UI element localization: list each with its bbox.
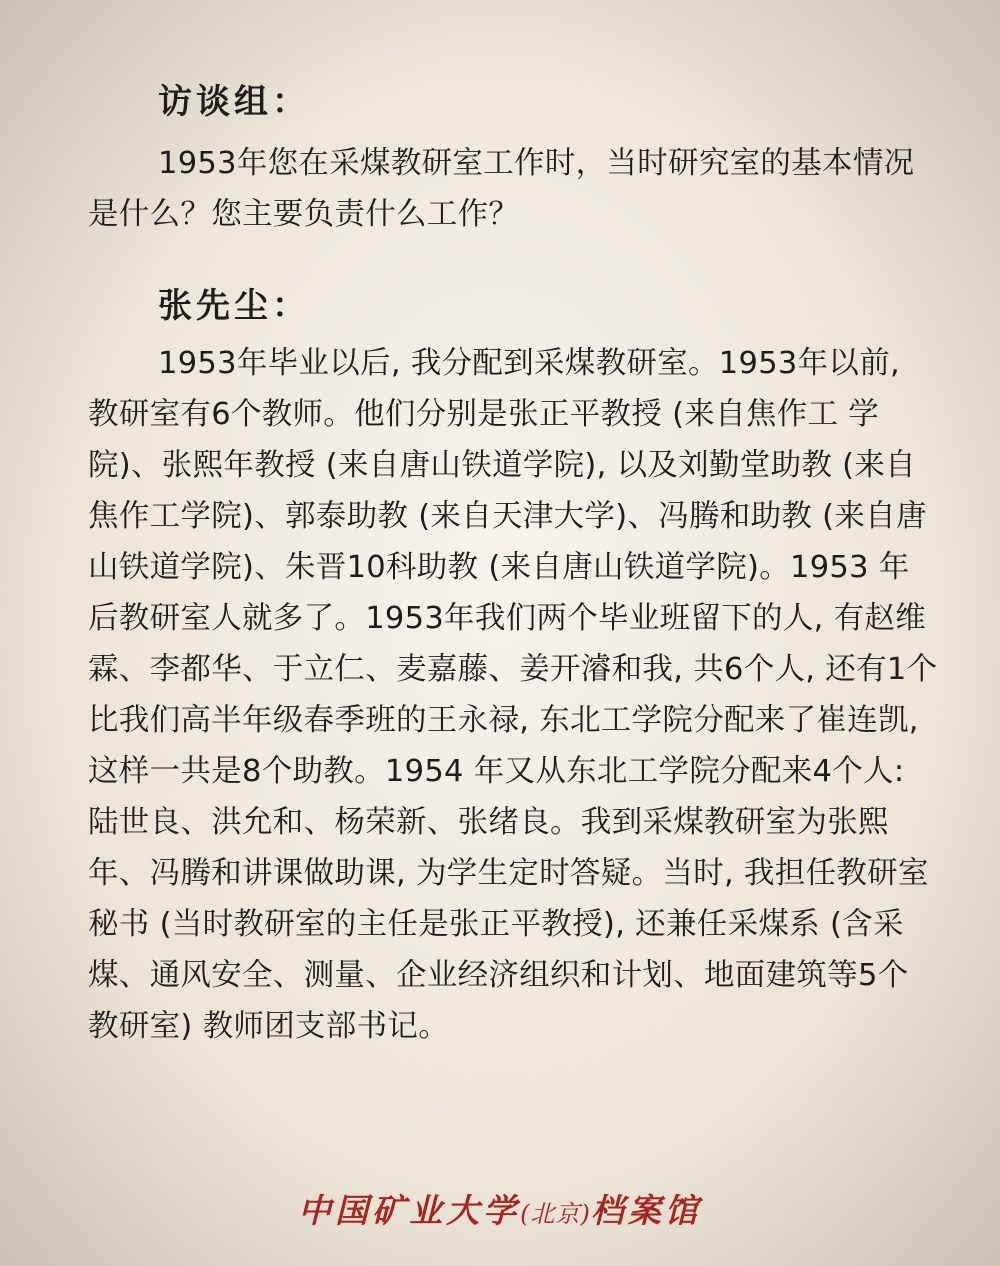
- interview-content: [88, 76, 938, 1052]
- speaker-label-interviewee: 张先尘：: [158, 286, 310, 326]
- answer-paragraph: 1953年毕业以后, 我分配到采煤教研室。1953年以前, 教研室有6个教师。他们分别是张正平教授 (来自焦作工 学院)、张熙年教授 (来自唐山铁道学院), 以及刘勤堂助教 (来自焦作工学院)、郭泰助教 (来自天津大学)、冯腾和助教 (来自唐山铁道学院)、朱晋10科助教 (来自唐山铁道学院)。1953 年后教研室人就多了。1953年我们两个毕业班留下的人, 有赵维霖、李都华、于立仁、麦嘉藤、姜开濬和我, 共6个人, 还有1个比我们高半年级春季班的王永禄, 东北工学院分配来了崔连凯, 这样一共是8个助教。1954 年又从东北工学院分配来4个人: 陆世良、洪允和、杨荣新、张绪良。我到采煤教研室为张熙年、冯腾和讲课做助课, 为学生定时答疑。当时, 我担任教研室秘书 (当时教研室的主任是张正平教授), 还兼任采煤系 (含采煤、通风安全、测量、企业经济组织和计划、地面建筑等5个教研室) 教师团支部书记。: [88, 346, 938, 1044]
- speaker-label-interviewer: 访谈组：: [158, 82, 310, 122]
- question-paragraph: 1953年您在采煤教研室工作时，当时研究室的基本情况是什么？您主要负责什么工作？: [88, 146, 915, 232]
- archive-logo-main: 中国矿业大学: [298, 1191, 521, 1230]
- archive-logo-paren: (北京): [520, 1200, 591, 1228]
- archive-logo: [0, 1186, 1000, 1239]
- archive-logo-tail: 档案馆: [590, 1191, 702, 1230]
